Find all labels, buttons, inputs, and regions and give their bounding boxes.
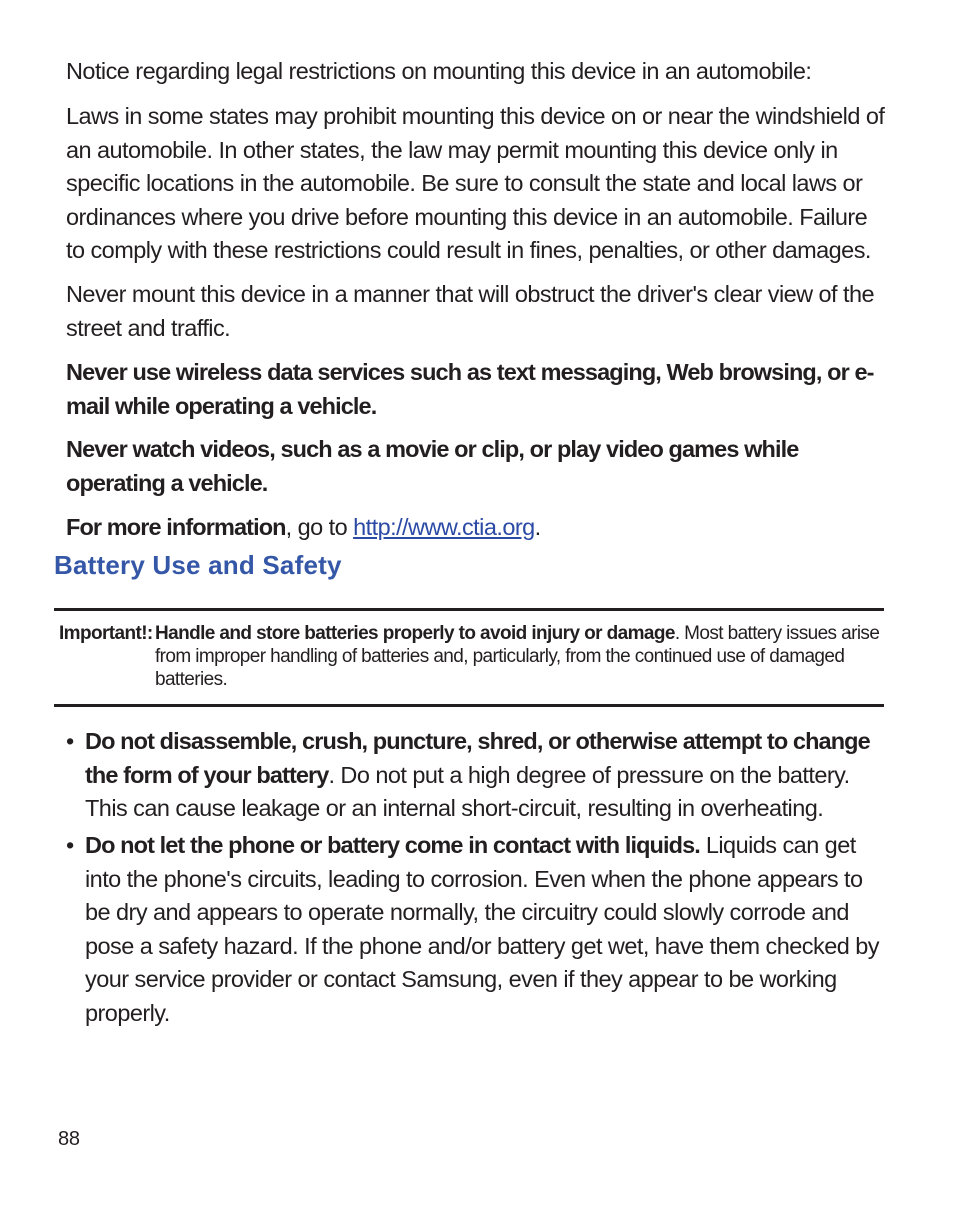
more-info-paragraph: [66, 511, 886, 545]
never-watch-warning: Never watch videos, such as a movie or clip, or play video games while operating a vehicle.: [66, 436, 799, 496]
never-wireless-warning: Never use wireless data services such as text messaging, Web browsing, or e-mail while operating a vehicle.: [66, 359, 874, 419]
never-mount-paragraph: Never mount this device in a manner that will obstruct the driver's clear view of the street and traffic.: [66, 281, 875, 341]
bullet-text: [85, 725, 886, 826]
laws-paragraph: Laws in some states may prohibit mounting this device on or near the windshield of an automobile. In other states, the law may permit mounting this device only in specific locations in the automobile. Be sure to consult the state and local laws or ordinances where you drive before mounting this device in an automobile. Failure to comply with these restrictions could result in fines, penalties, or other damages.: [66, 103, 885, 263]
bullet-text: [85, 829, 886, 1030]
bullet-mark: •: [66, 728, 74, 754]
notice-heading: Notice regarding legal restrictions on mounting this device in an automobile:: [66, 58, 812, 84]
more-info-text: , go to: [285, 514, 354, 540]
more-info-end: .: [534, 514, 541, 540]
note-bottom-rule: [54, 704, 884, 707]
bullet-item-disassemble: [66, 725, 886, 826]
important-body: [155, 622, 887, 691]
bullet-body-text: . Do not put a high degree of pressure on the battery. This can cause leakage or an internal short-circuit, resulting in overheating.: [85, 761, 850, 821]
bullet-bold-text: Do not disassemble, crush, puncture, shred, or otherwise attempt to change the form of your battery: [85, 728, 870, 788]
section-heading: Battery Use and Safety: [54, 550, 342, 580]
bullet-item-liquids: [66, 829, 886, 1030]
note-top-rule: [54, 608, 884, 611]
more-info-label: For more information: [66, 514, 286, 540]
page-number: 88: [58, 1128, 80, 1150]
important-note: [59, 622, 887, 691]
important-bold-text: Handle and store batteries properly to avoid injury or damage: [155, 623, 675, 644]
bullet-mark: •: [66, 832, 74, 858]
important-label: Important!:: [59, 623, 153, 644]
bullet-bold-text: Do not let the phone or battery come in contact with liquids.: [85, 832, 700, 858]
ctia-link[interactable]: http://www.ctia.org: [353, 514, 535, 540]
important-text: . Most battery issues arise from improper handling of batteries and, particularly, from the continued use of damaged batteries.: [155, 623, 880, 690]
bullet-body-text: Liquids can get into the phone's circuits, leading to corrosion. Even when the phone appears to be dry and appears to operate normally, the circuitry could slowly corrode and pose a safety hazard. If the phone and/or battery get wet, have them checked by your service provider or contact Samsung, even if they appear to be working properly.: [85, 832, 879, 1026]
